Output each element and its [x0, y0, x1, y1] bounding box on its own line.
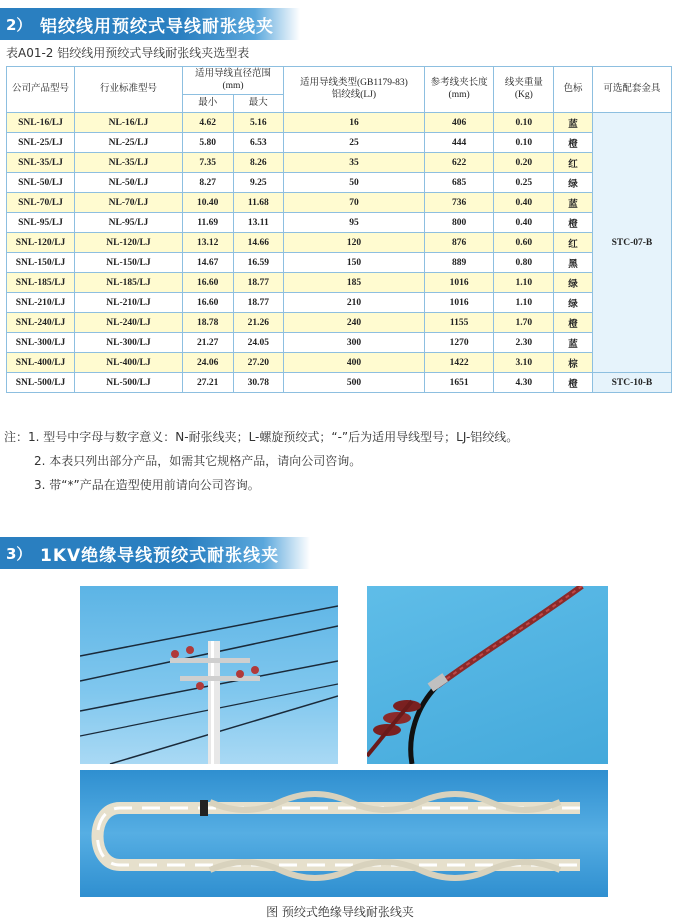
- cell-company: SNL-210/LJ: [7, 293, 75, 313]
- cell-length: 1270: [424, 333, 494, 353]
- table-row: [7, 133, 672, 153]
- cell-company: SNL-185/LJ: [7, 273, 75, 293]
- table-row: [7, 233, 672, 253]
- cell-type: 185: [284, 273, 425, 293]
- header-length-line1: 参考线夹长度: [430, 77, 488, 88]
- cell-industry: NL-16/LJ: [75, 113, 183, 133]
- cell-type: 16: [284, 113, 425, 133]
- cell-length: 1155: [424, 313, 494, 333]
- cell-length: 889: [424, 253, 494, 273]
- cell-type: 120: [284, 233, 425, 253]
- cell-weight: 0.10: [494, 113, 554, 133]
- cell-length: 876: [424, 233, 494, 253]
- cell-company: SNL-95/LJ: [7, 213, 75, 233]
- cell-company: SNL-25/LJ: [7, 133, 75, 153]
- header-length-line2: (mm): [448, 89, 470, 100]
- cell-min: 18.78: [182, 313, 233, 333]
- cell-company: SNL-150/LJ: [7, 253, 75, 273]
- table-row: [7, 293, 672, 313]
- cell-company: SNL-500/LJ: [7, 373, 75, 393]
- cell-weight: 0.20: [494, 153, 554, 173]
- cell-color: 绿: [554, 293, 593, 313]
- cell-weight: 1.10: [494, 273, 554, 293]
- cell-max: 18.77: [233, 293, 284, 313]
- cell-weight: 0.60: [494, 233, 554, 253]
- cell-color: 橙: [554, 313, 593, 333]
- table-row: [7, 373, 672, 393]
- cell-max: 11.68: [233, 193, 284, 213]
- cell-weight: 1.70: [494, 313, 554, 333]
- note-1: 注：1. 型号中字母与数字意义：N-耐张线夹；L-螺旋预绞式；“-”后为适用导线型号；LJ-铝绞线。: [4, 430, 519, 444]
- header-max: 最大: [233, 95, 284, 113]
- cell-color: 橙: [554, 373, 593, 393]
- cell-type: 150: [284, 253, 425, 273]
- cell-min: 16.60: [182, 273, 233, 293]
- section-number-1: 2）: [6, 15, 32, 34]
- cell-color: 绿: [554, 273, 593, 293]
- header-conductor-type: [284, 67, 425, 113]
- header-weight: [494, 67, 554, 113]
- header-fittings: 可选配套金具: [592, 67, 671, 113]
- cell-min: 11.69: [182, 213, 233, 233]
- cell-length: 1016: [424, 293, 494, 313]
- cell-industry: NL-35/LJ: [75, 153, 183, 173]
- cell-min: 24.06: [182, 353, 233, 373]
- table-row: [7, 313, 672, 333]
- photo-utility-pole: [80, 586, 338, 764]
- cell-min: 16.60: [182, 293, 233, 313]
- cell-max: 30.78: [233, 373, 284, 393]
- cell-type: 35: [284, 153, 425, 173]
- cell-type: 95: [284, 213, 425, 233]
- cell-max: 18.77: [233, 273, 284, 293]
- cell-company: SNL-70/LJ: [7, 193, 75, 213]
- header-color: 色标: [554, 67, 593, 113]
- cell-company: SNL-240/LJ: [7, 313, 75, 333]
- section-header-2: [0, 537, 310, 569]
- table-row: [7, 353, 672, 373]
- cell-industry: NL-500/LJ: [75, 373, 183, 393]
- header-min: 最小: [182, 95, 233, 113]
- section-number-2: 3）: [6, 544, 32, 563]
- table-row: [7, 113, 672, 133]
- cell-min: 27.21: [182, 373, 233, 393]
- header-diameter-label: 适用导线直径范围: [194, 68, 271, 79]
- cell-length: 685: [424, 173, 494, 193]
- preformed-grip-illustration: [80, 770, 608, 897]
- header-length: [424, 67, 494, 113]
- cell-weight: 0.25: [494, 173, 554, 193]
- cell-company: SNL-120/LJ: [7, 233, 75, 253]
- cell-type: 50: [284, 173, 425, 193]
- cell-type: 400: [284, 353, 425, 373]
- clamp-closeup-illustration: [367, 586, 608, 764]
- cell-max: 5.16: [233, 113, 284, 133]
- cell-company: SNL-400/LJ: [7, 353, 75, 373]
- table-row: [7, 193, 672, 213]
- cell-color: 蓝: [554, 113, 593, 133]
- cell-type: 500: [284, 373, 425, 393]
- cell-weight: 4.30: [494, 373, 554, 393]
- table-caption: 表A01-2 铝绞线用预绞式导线耐张线夹选型表: [6, 46, 250, 60]
- cell-industry: NL-240/LJ: [75, 313, 183, 333]
- cell-length: 736: [424, 193, 494, 213]
- cell-max: 8.26: [233, 153, 284, 173]
- note-3: 3. 带“*”产品在造型使用前请向公司咨询。: [34, 478, 260, 492]
- table-row: [7, 333, 672, 353]
- cell-max: 6.53: [233, 133, 284, 153]
- table-row: [7, 213, 672, 233]
- cell-weight: 2.30: [494, 333, 554, 353]
- header-diameter-unit: (mm): [222, 80, 244, 91]
- cell-industry: NL-150/LJ: [75, 253, 183, 273]
- cell-min: 8.27: [182, 173, 233, 193]
- table-row: [7, 173, 672, 193]
- cell-weight: 1.10: [494, 293, 554, 313]
- cell-industry: NL-185/LJ: [75, 273, 183, 293]
- table-row: [7, 253, 672, 273]
- cell-color: 橙: [554, 133, 593, 153]
- cell-max: 16.59: [233, 253, 284, 273]
- photo-clamp-closeup: [367, 586, 608, 764]
- header-weight-line2: (Kg): [514, 89, 533, 100]
- header-weight-line1: 线夹重量: [504, 77, 543, 88]
- cell-min: 4.62: [182, 113, 233, 133]
- cell-industry: NL-95/LJ: [75, 213, 183, 233]
- cell-color: 棕: [554, 353, 593, 373]
- cell-weight: 0.10: [494, 133, 554, 153]
- cell-color: 蓝: [554, 193, 593, 213]
- header-industry-model: 行业标准型号: [75, 67, 183, 113]
- header-conductor-type-line2: 铝绞线(LJ): [331, 89, 377, 100]
- cell-max: 13.11: [233, 213, 284, 233]
- cell-max: 9.25: [233, 173, 284, 193]
- header-diameter-range: [182, 67, 283, 95]
- utility-pole-illustration: [80, 586, 338, 764]
- cell-max: 21.26: [233, 313, 284, 333]
- cell-fitting-group-1: STC-07-B: [592, 113, 671, 373]
- table-row: [7, 153, 672, 173]
- cell-min: 21.27: [182, 333, 233, 353]
- cell-min: 7.35: [182, 153, 233, 173]
- cell-length: 406: [424, 113, 494, 133]
- cell-max: 27.20: [233, 353, 284, 373]
- section-title-1: 铝绞线用预绞式导线耐张线夹: [40, 16, 274, 37]
- cell-industry: NL-70/LJ: [75, 193, 183, 213]
- notes: [4, 425, 518, 497]
- cell-type: 70: [284, 193, 425, 213]
- cell-company: SNL-16/LJ: [7, 113, 75, 133]
- cell-industry: NL-50/LJ: [75, 173, 183, 193]
- cell-type: 240: [284, 313, 425, 333]
- selection-table: [6, 66, 672, 393]
- cell-length: 444: [424, 133, 494, 153]
- cell-color: 绿: [554, 173, 593, 193]
- header-company-model: 公司产品型号: [7, 67, 75, 113]
- cell-fitting-group-2: STC-10-B: [592, 373, 671, 393]
- cell-length: 800: [424, 213, 494, 233]
- cell-max: 14.66: [233, 233, 284, 253]
- cell-length: 1422: [424, 353, 494, 373]
- cell-color: 黑: [554, 253, 593, 273]
- table-row: [7, 273, 672, 293]
- cell-color: 橙: [554, 213, 593, 233]
- cell-industry: NL-25/LJ: [75, 133, 183, 153]
- cell-length: 622: [424, 153, 494, 173]
- section-title-2: 1KV绝缘导线预绞式耐张线夹: [40, 545, 280, 566]
- cell-company: SNL-35/LJ: [7, 153, 75, 173]
- note-2: 2. 本表只列出部分产品，如需其它规格产品，请向公司咨询。: [34, 454, 362, 468]
- cell-max: 24.05: [233, 333, 284, 353]
- photo-preformed-grip: [80, 770, 608, 897]
- cell-min: 13.12: [182, 233, 233, 253]
- cell-company: SNL-300/LJ: [7, 333, 75, 353]
- cell-min: 14.67: [182, 253, 233, 273]
- cell-color: 红: [554, 153, 593, 173]
- cell-length: 1016: [424, 273, 494, 293]
- cell-color: 蓝: [554, 333, 593, 353]
- section-header-1: [0, 8, 300, 40]
- cell-min: 5.80: [182, 133, 233, 153]
- cell-industry: NL-400/LJ: [75, 353, 183, 373]
- cell-weight: 0.80: [494, 253, 554, 273]
- cell-company: SNL-50/LJ: [7, 173, 75, 193]
- cell-min: 10.40: [182, 193, 233, 213]
- cell-type: 300: [284, 333, 425, 353]
- cell-weight: 0.40: [494, 213, 554, 233]
- cell-color: 红: [554, 233, 593, 253]
- cell-industry: NL-210/LJ: [75, 293, 183, 313]
- figure-caption: 图 预绞式绝缘导线耐张线夹: [266, 905, 414, 919]
- cell-industry: NL-120/LJ: [75, 233, 183, 253]
- cell-weight: 0.40: [494, 193, 554, 213]
- header-conductor-type-line1: 适用导线类型(GB1179-83): [300, 77, 408, 88]
- cell-weight: 3.10: [494, 353, 554, 373]
- cell-type: 210: [284, 293, 425, 313]
- cell-type: 25: [284, 133, 425, 153]
- cell-industry: NL-300/LJ: [75, 333, 183, 353]
- cell-length: 1651: [424, 373, 494, 393]
